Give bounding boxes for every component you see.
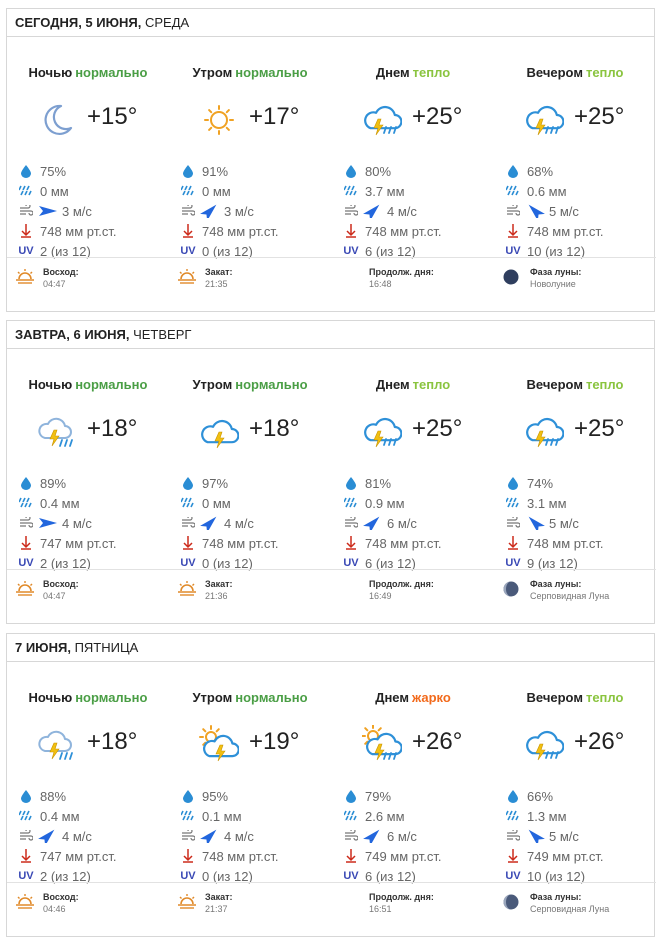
period-temperature: +19° bbox=[249, 728, 300, 755]
day-header bbox=[7, 9, 654, 37]
pressure-icon bbox=[181, 536, 195, 550]
humidity-icon bbox=[344, 789, 358, 803]
thunder-rain-icon bbox=[362, 412, 402, 452]
period-temperature: +25° bbox=[412, 415, 463, 442]
pressure-value: 748 мм рт.ст. bbox=[202, 536, 279, 551]
humidity-value: 88% bbox=[40, 789, 67, 804]
wind-icon bbox=[506, 516, 520, 530]
moon-phase-value: Серповидная Луна bbox=[530, 904, 610, 914]
period-temperature: +15° bbox=[87, 103, 138, 130]
sunset-icon bbox=[177, 893, 195, 911]
uv-value: 0 (из 12) bbox=[202, 244, 253, 259]
uv-value: 6 (из 12) bbox=[365, 244, 416, 259]
pressure-icon bbox=[181, 224, 195, 238]
day-date: СЕГОДНЯ, 5 ИЮНЯ, bbox=[15, 15, 142, 30]
pressure-icon bbox=[181, 849, 195, 863]
wind-direction-icon bbox=[37, 516, 59, 533]
uv-value: 6 (из 12) bbox=[365, 556, 416, 571]
rain-icon bbox=[506, 496, 520, 510]
uv-icon: UV bbox=[505, 870, 521, 882]
sunrise-label: Восход: bbox=[43, 892, 79, 902]
pressure-value: 748 мм рт.ст. bbox=[527, 536, 604, 551]
sunrise-value: 04:46 bbox=[43, 904, 66, 914]
daylength-value: 16:49 bbox=[369, 591, 392, 601]
uv-value: 9 (из 12) bbox=[527, 556, 578, 571]
period-name: Вечером bbox=[526, 65, 583, 80]
uv-value: 0 (из 12) bbox=[202, 556, 253, 571]
precipitation-value: 1.3 мм bbox=[527, 809, 567, 824]
wind-direction-icon bbox=[37, 829, 59, 846]
period-feel: нормально bbox=[75, 377, 148, 392]
sunset-icon bbox=[177, 580, 195, 598]
precipitation-value: 0 мм bbox=[40, 184, 69, 199]
wind-icon bbox=[344, 516, 358, 530]
period-name: Днем bbox=[375, 690, 409, 705]
thunder-rain-icon bbox=[524, 100, 564, 140]
period-temperature: +25° bbox=[412, 103, 463, 130]
period-temperature: +18° bbox=[87, 728, 138, 755]
pressure-icon bbox=[19, 224, 33, 238]
humidity-icon bbox=[19, 789, 33, 803]
sunset-label: Закат: bbox=[205, 892, 233, 902]
humidity-value: 95% bbox=[202, 789, 229, 804]
thunder-rain-icon bbox=[524, 412, 564, 452]
sunrise-label: Восход: bbox=[43, 579, 79, 589]
day-footer bbox=[7, 882, 656, 922]
wind-direction-icon bbox=[37, 204, 59, 221]
pressure-icon bbox=[19, 849, 33, 863]
period-feel: тепло bbox=[585, 690, 624, 705]
wind-value: 3 м/с bbox=[224, 204, 254, 219]
period-title bbox=[7, 690, 169, 705]
wind-icon bbox=[344, 829, 358, 843]
rain-icon bbox=[181, 184, 195, 198]
period-title bbox=[169, 65, 331, 80]
period-title bbox=[7, 65, 169, 80]
wind-value: 3 м/с bbox=[62, 204, 92, 219]
period-column bbox=[7, 662, 169, 904]
day-date: ЗАВТРА, 6 ИЮНЯ, bbox=[15, 327, 130, 342]
humidity-icon bbox=[19, 476, 33, 490]
humidity-value: 66% bbox=[527, 789, 554, 804]
rain-icon bbox=[19, 809, 33, 823]
uv-value: 10 (из 12) bbox=[527, 244, 586, 259]
wind-value: 4 м/с bbox=[224, 829, 254, 844]
period-temperature: +25° bbox=[574, 415, 625, 442]
humidity-value: 91% bbox=[202, 164, 229, 179]
precipitation-value: 3.1 мм bbox=[527, 496, 567, 511]
moon-phase-label: Фаза луны: bbox=[530, 579, 582, 589]
wind-icon bbox=[19, 829, 33, 843]
wind-direction-icon bbox=[199, 516, 221, 533]
wind-value: 6 м/с bbox=[387, 516, 417, 531]
wind-direction-icon bbox=[362, 829, 384, 846]
thunder-rain-icon bbox=[524, 725, 564, 765]
precipitation-value: 0.9 мм bbox=[365, 496, 405, 511]
day-footer bbox=[7, 569, 656, 609]
daylength-value: 16:48 bbox=[369, 279, 392, 289]
period-title bbox=[169, 377, 331, 392]
moon-phase-icon bbox=[502, 580, 520, 598]
day-weekday: СРЕДА bbox=[144, 15, 190, 30]
moon-phase-icon bbox=[502, 893, 520, 911]
pressure-value: 748 мм рт.ст. bbox=[202, 224, 279, 239]
period-title bbox=[494, 377, 656, 392]
sun-thunder-rain-icon bbox=[362, 725, 402, 765]
sunset-icon bbox=[177, 268, 195, 286]
wind-icon bbox=[19, 204, 33, 218]
sunset-label: Закат: bbox=[205, 579, 233, 589]
wind-icon bbox=[19, 516, 33, 530]
sunrise-icon bbox=[15, 580, 33, 598]
pressure-value: 749 мм рт.ст. bbox=[365, 849, 442, 864]
period-column bbox=[7, 349, 169, 591]
period-column bbox=[494, 37, 656, 279]
rain-icon bbox=[506, 184, 520, 198]
wind-direction-icon bbox=[199, 204, 221, 221]
period-name: Утром bbox=[192, 65, 233, 80]
rain-icon bbox=[181, 496, 195, 510]
period-feel: тепло bbox=[585, 65, 624, 80]
precipitation-value: 0 мм bbox=[202, 184, 231, 199]
period-title bbox=[494, 65, 656, 80]
pressure-value: 747 мм рт.ст. bbox=[40, 536, 117, 551]
period-column bbox=[332, 37, 494, 279]
precipitation-value: 0 мм bbox=[202, 496, 231, 511]
period-temperature: +25° bbox=[574, 103, 625, 130]
period-column bbox=[332, 349, 494, 591]
uv-icon: UV bbox=[180, 870, 196, 882]
humidity-icon bbox=[181, 476, 195, 490]
moon-phase-value: Серповидная Луна bbox=[530, 591, 610, 601]
humidity-icon bbox=[506, 476, 520, 490]
daylength-label: Продолж. дня: bbox=[369, 267, 434, 277]
humidity-value: 75% bbox=[40, 164, 67, 179]
day-card bbox=[6, 633, 655, 937]
sunset-value: 21:36 bbox=[205, 591, 228, 601]
wind-value: 4 м/с bbox=[62, 829, 92, 844]
sunrise-icon bbox=[15, 268, 33, 286]
wind-icon bbox=[181, 829, 195, 843]
humidity-value: 81% bbox=[365, 476, 392, 491]
period-feel: нормально bbox=[235, 377, 308, 392]
pressure-value: 748 мм рт.ст. bbox=[202, 849, 279, 864]
uv-value: 10 (из 12) bbox=[527, 869, 586, 884]
sunset-label: Закат: bbox=[205, 267, 233, 277]
day-weekday: ПЯТНИЦА bbox=[74, 640, 139, 655]
precipitation-value: 3.7 мм bbox=[365, 184, 405, 199]
period-feel: жарко bbox=[411, 690, 451, 705]
wind-direction-icon bbox=[524, 829, 546, 846]
wind-value: 4 м/с bbox=[387, 204, 417, 219]
period-temperature: +17° bbox=[249, 103, 300, 130]
uv-icon: UV bbox=[18, 557, 34, 569]
period-column bbox=[169, 662, 331, 904]
cloud-thunder-rain-icon bbox=[37, 412, 77, 452]
wind-value: 5 м/с bbox=[549, 204, 579, 219]
period-column bbox=[494, 662, 656, 904]
humidity-value: 80% bbox=[365, 164, 392, 179]
wind-value: 5 м/с bbox=[549, 829, 579, 844]
uv-icon: UV bbox=[18, 870, 34, 882]
daylength-value: 16:51 bbox=[369, 904, 392, 914]
precipitation-value: 2.6 мм bbox=[365, 809, 405, 824]
period-feel: тепло bbox=[412, 65, 451, 80]
sunrise-icon bbox=[15, 893, 33, 911]
wind-direction-icon bbox=[362, 516, 384, 533]
uv-icon: UV bbox=[18, 245, 34, 257]
period-column bbox=[494, 349, 656, 591]
day-card bbox=[6, 320, 655, 624]
humidity-value: 74% bbox=[527, 476, 554, 491]
precipitation-value: 0.4 мм bbox=[40, 496, 80, 511]
rain-icon bbox=[344, 184, 358, 198]
humidity-value: 79% bbox=[365, 789, 392, 804]
precipitation-value: 0.1 мм bbox=[202, 809, 242, 824]
period-title bbox=[169, 690, 331, 705]
period-column bbox=[169, 349, 331, 591]
humidity-icon bbox=[506, 164, 520, 178]
period-name: Ночью bbox=[28, 690, 73, 705]
sun-icon bbox=[199, 100, 239, 140]
period-name: Ночью bbox=[28, 377, 73, 392]
period-name: Днем bbox=[375, 377, 410, 392]
period-temperature: +18° bbox=[87, 415, 138, 442]
day-weekday: ЧЕТВЕРГ bbox=[133, 327, 192, 342]
cloud-thunder-icon bbox=[199, 412, 239, 452]
pressure-icon bbox=[506, 536, 520, 550]
humidity-icon bbox=[506, 789, 520, 803]
sunrise-value: 04:47 bbox=[43, 591, 66, 601]
pressure-value: 748 мм рт.ст. bbox=[365, 536, 442, 551]
rain-icon bbox=[19, 496, 33, 510]
period-title bbox=[332, 377, 494, 392]
uv-value: 2 (из 12) bbox=[40, 869, 91, 884]
moon-phase-icon bbox=[502, 268, 520, 286]
sunrise-value: 04:47 bbox=[43, 279, 66, 289]
moon-phase-value: Новолуние bbox=[530, 279, 576, 289]
rain-icon bbox=[181, 809, 195, 823]
period-temperature: +26° bbox=[574, 728, 625, 755]
rain-icon bbox=[344, 809, 358, 823]
day-footer bbox=[7, 257, 656, 297]
period-temperature: +26° bbox=[412, 728, 463, 755]
period-feel: нормально bbox=[235, 690, 308, 705]
period-name: Утром bbox=[192, 377, 233, 392]
day-header bbox=[7, 321, 654, 349]
period-name: Утром bbox=[192, 690, 233, 705]
humidity-icon bbox=[344, 164, 358, 178]
pressure-icon bbox=[506, 849, 520, 863]
uv-icon: UV bbox=[505, 245, 521, 257]
moon-phase-label: Фаза луны: bbox=[530, 892, 582, 902]
sun-cloud-thunder-icon bbox=[199, 725, 239, 765]
daylength-label: Продолж. дня: bbox=[369, 892, 434, 902]
uv-icon: UV bbox=[343, 557, 359, 569]
pressure-icon bbox=[19, 536, 33, 550]
uv-icon: UV bbox=[180, 245, 196, 257]
humidity-icon bbox=[181, 789, 195, 803]
day-date: 7 ИЮНЯ, bbox=[15, 640, 71, 655]
pressure-icon bbox=[344, 224, 358, 238]
pressure-value: 747 мм рт.ст. bbox=[40, 849, 117, 864]
humidity-value: 68% bbox=[527, 164, 554, 179]
pressure-value: 748 мм рт.ст. bbox=[40, 224, 117, 239]
humidity-value: 89% bbox=[40, 476, 67, 491]
pressure-icon bbox=[344, 849, 358, 863]
cloud-thunder-rain-icon bbox=[37, 725, 77, 765]
period-column bbox=[7, 37, 169, 279]
period-name: Ночью bbox=[28, 65, 73, 80]
sunset-value: 21:37 bbox=[205, 904, 228, 914]
period-name: Вечером bbox=[526, 377, 583, 392]
wind-value: 4 м/с bbox=[62, 516, 92, 531]
precipitation-value: 0.6 мм bbox=[527, 184, 567, 199]
humidity-icon bbox=[19, 164, 33, 178]
rain-icon bbox=[506, 809, 520, 823]
daylength-label: Продолж. дня: bbox=[369, 579, 434, 589]
period-feel: тепло bbox=[585, 377, 624, 392]
period-feel: нормально bbox=[75, 690, 148, 705]
period-title bbox=[332, 690, 494, 705]
sunset-value: 21:35 bbox=[205, 279, 228, 289]
wind-direction-icon bbox=[199, 829, 221, 846]
uv-value: 2 (из 12) bbox=[40, 556, 91, 571]
uv-icon: UV bbox=[343, 870, 359, 882]
uv-icon: UV bbox=[505, 557, 521, 569]
humidity-icon bbox=[181, 164, 195, 178]
pressure-icon bbox=[506, 224, 520, 238]
precipitation-value: 0.4 мм bbox=[40, 809, 80, 824]
wind-direction-icon bbox=[524, 204, 546, 221]
period-name: Днем bbox=[375, 65, 410, 80]
periods bbox=[7, 37, 654, 279]
period-title bbox=[7, 377, 169, 392]
day-card bbox=[6, 8, 655, 312]
pressure-icon bbox=[344, 536, 358, 550]
thunder-rain-icon bbox=[362, 100, 402, 140]
pressure-value: 748 мм рт.ст. bbox=[527, 224, 604, 239]
wind-value: 5 м/с bbox=[549, 516, 579, 531]
humidity-icon bbox=[344, 476, 358, 490]
wind-icon bbox=[181, 204, 195, 218]
moon-icon bbox=[37, 100, 77, 140]
day-header bbox=[7, 634, 654, 662]
pressure-value: 749 мм рт.ст. bbox=[527, 849, 604, 864]
period-feel: нормально bbox=[75, 65, 148, 80]
period-column bbox=[169, 37, 331, 279]
wind-icon bbox=[506, 829, 520, 843]
rain-icon bbox=[19, 184, 33, 198]
sunrise-label: Восход: bbox=[43, 267, 79, 277]
period-temperature: +18° bbox=[249, 415, 300, 442]
periods bbox=[7, 349, 654, 591]
uv-icon: UV bbox=[343, 245, 359, 257]
uv-value: 0 (из 12) bbox=[202, 869, 253, 884]
period-title bbox=[332, 65, 494, 80]
uv-value: 2 (из 12) bbox=[40, 244, 91, 259]
period-name: Вечером bbox=[526, 690, 583, 705]
period-title bbox=[494, 690, 656, 705]
rain-icon bbox=[344, 496, 358, 510]
uv-icon: UV bbox=[180, 557, 196, 569]
period-feel: тепло bbox=[412, 377, 451, 392]
uv-value: 6 (из 12) bbox=[365, 869, 416, 884]
pressure-value: 748 мм рт.ст. bbox=[365, 224, 442, 239]
humidity-value: 97% bbox=[202, 476, 229, 491]
wind-value: 4 м/с bbox=[224, 516, 254, 531]
wind-direction-icon bbox=[362, 204, 384, 221]
wind-icon bbox=[181, 516, 195, 530]
periods bbox=[7, 662, 654, 904]
period-column bbox=[332, 662, 494, 904]
period-feel: нормально bbox=[235, 65, 308, 80]
wind-icon bbox=[344, 204, 358, 218]
wind-value: 6 м/с bbox=[387, 829, 417, 844]
wind-icon bbox=[506, 204, 520, 218]
wind-direction-icon bbox=[524, 516, 546, 533]
moon-phase-label: Фаза луны: bbox=[530, 267, 582, 277]
